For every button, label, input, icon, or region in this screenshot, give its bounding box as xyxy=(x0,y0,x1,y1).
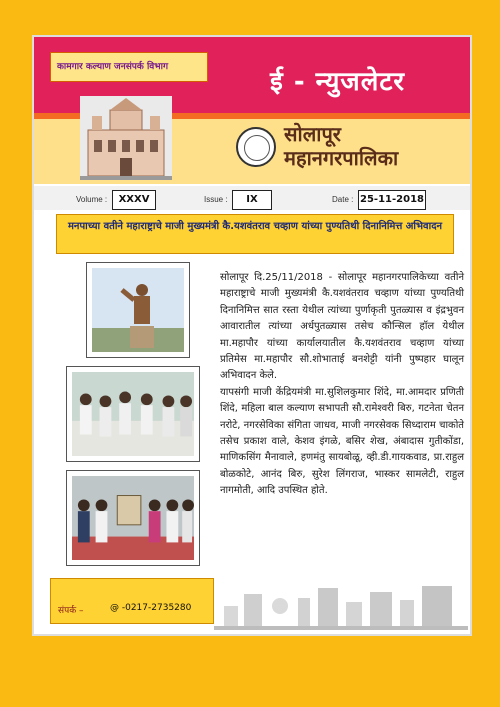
organization-name-line1: सोलापूर xyxy=(284,122,341,146)
article-paragraph-2: यापसंगी माजी केंद्रियमंत्री मा.सुशिलकुमार शिंदे, मा.आमदार प्रणिती शिंदे, महिला बाल कल्याण सभापती सौ.रामेश्वरी बिरु, गटनेता चेतन नरोटे, नगरसेविका संगिता जाधव, माजी नगरसेवक सिध्दाराम चाकोते तसेच प्रकाश वाले, केशव इंगळे, बसिर शेख, अंबादास गुतीकोंडा, माणिकसिंग मैनावाले, हणमंतु सायबोळू, व्ही.डी.गायकवाड, प्रा.राहुल बोळकोटे, आनंद बिरु, सुरेश लिंगराज, भास्कर सामलेटी, राहुल नागमोती, आदि उपस्थित होते. xyxy=(220,386,464,497)
municipal-emblem-icon xyxy=(236,127,276,167)
municipal-building-image xyxy=(80,96,172,180)
date-label: Date : xyxy=(332,195,354,204)
issue-value: IX xyxy=(232,190,272,210)
organization-name xyxy=(284,122,398,170)
organization-name-line2: महानगरपालिका xyxy=(284,146,399,170)
statue-photo xyxy=(86,262,190,358)
article-body xyxy=(220,270,464,500)
article-paragraph-1: सोलापूर दि.25/11/2018 - सोलापूर महानगरपालिकेच्या वतीने महाराष्ट्राचे माजी मुख्यमंत्री कै.यशवंतराव चव्हाण यांच्या पुण्यतिथी दिनानिमित्त सात रस्ता येथील त्यांच्या पुर्णाकृती पुतळ्यास व इंद्रभुवन आवारातील त्यांच्या अर्धपुतळ्यास तसेच कौन्सिल हॉल येथील मा.महापौर यांच्या कार्यालयातील कै.यशवंतराव चव्हाण यांच्या प्रतिमेस मा.महापौर सौ.शोभाताई बनशेट्टी यांनी पुष्पहार घालून अभिवादन केले. xyxy=(220,272,464,382)
volume-label: Volume : xyxy=(76,195,108,204)
date-value: 25-11-2018 xyxy=(358,190,426,210)
newsletter-title: ई - न्युजलेटर xyxy=(270,67,406,97)
issue-label: Issue : xyxy=(204,195,228,204)
leaders-garlanding-photo xyxy=(66,366,200,462)
portrait-tribute-photo xyxy=(66,470,200,566)
contact-phone: @ -0217-2735280 xyxy=(110,603,192,613)
contact-box xyxy=(50,578,214,624)
city-skyline-illustration xyxy=(214,566,468,630)
department-label: कामगार कल्याण जनसंपर्क विभाग xyxy=(50,52,208,82)
volume-value: XXXV xyxy=(112,190,156,210)
article-headline: मनपाच्या वतीने महाराष्ट्राचे माजी मुख्यमंत्री कै.यशवंतराव चव्हाण यांच्या पुण्यतिथी दिनानिमित्त अभिवादन xyxy=(56,214,454,254)
contact-label: संपर्क – xyxy=(58,606,84,616)
